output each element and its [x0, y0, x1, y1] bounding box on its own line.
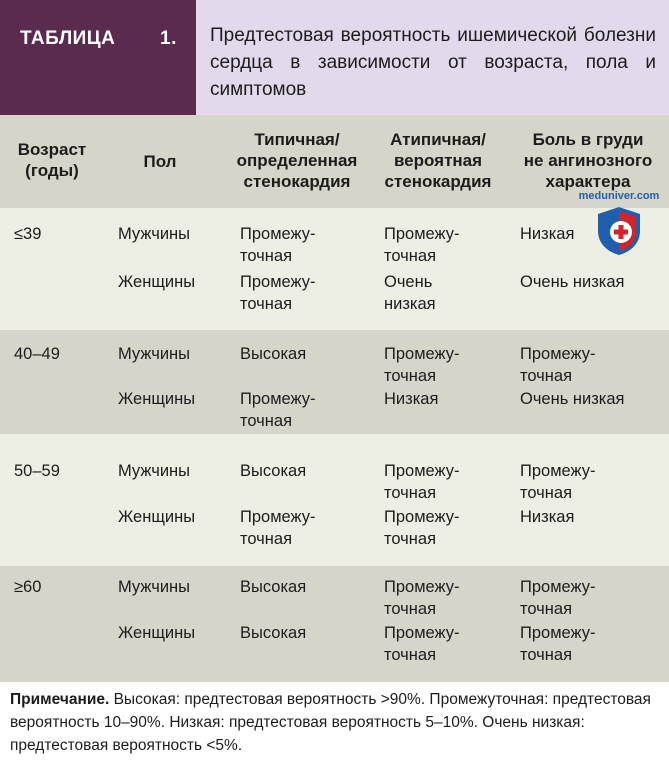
typical-cell-line: Промежу- [240, 225, 316, 243]
logo-text: meduniver.com [578, 190, 660, 202]
atypical-cell-line: Промежу- [384, 462, 460, 480]
atypical-cell-line: Промежу- [384, 225, 460, 243]
col-header-age [6, 139, 98, 181]
atypical-cell [384, 506, 460, 550]
col-header-typical-line: определенная [236, 151, 358, 170]
table-title: Предтестовая вероятность ишемической болезни сердца в зависимости от возраста, пола и симптомов [210, 25, 656, 100]
typical-cell-line: Промежу- [240, 390, 316, 408]
atypical-cell-line: точная [384, 530, 437, 548]
column-header-band [0, 115, 669, 208]
atypical-cell [384, 223, 460, 267]
atypical-cell-line: Промежу- [384, 624, 460, 642]
age-cell: ≤39 [14, 225, 42, 243]
atypical-cell-line: точная [384, 247, 437, 265]
atypical-cell [384, 576, 460, 620]
nonanginal-cell [520, 223, 574, 245]
typical-cell [240, 343, 306, 365]
sex-cell: Мужчины [118, 462, 191, 480]
sex-cell: Мужчины [118, 578, 191, 596]
col-header-sex-line: Пол [143, 152, 177, 171]
col-header-sex [130, 151, 190, 172]
atypical-cell [384, 343, 460, 387]
col-header-atypical-line: вероятная [393, 151, 483, 170]
typical-cell-line: Высокая [240, 578, 307, 596]
typical-cell-line: Высокая [240, 624, 307, 642]
nonanginal-cell-line: Очень низкая [520, 390, 625, 408]
nonanginal-cell-line: Очень низкая [520, 273, 625, 291]
nonanginal-cell-line: Промежу- [520, 345, 596, 363]
typical-cell [240, 576, 306, 598]
table-label: ТАБЛИЦА [20, 28, 116, 49]
atypical-cell-line: Низкая [384, 390, 439, 408]
typical-cell [240, 223, 316, 267]
nonanginal-cell [520, 388, 625, 410]
col-header-typical [226, 129, 368, 192]
age-cell: 50–59 [14, 462, 60, 480]
sex-cell: Женщины [118, 508, 196, 526]
table-header [0, 0, 669, 115]
nonanginal-cell-line: Низкая [520, 508, 575, 526]
age-group-3 [0, 434, 669, 566]
nonanginal-cell [520, 622, 596, 666]
col-header-age-line: (годы) [25, 161, 79, 180]
age-group-2 [0, 330, 669, 434]
table-footnote [10, 688, 660, 757]
typical-cell [240, 388, 316, 432]
typical-cell [240, 506, 316, 550]
nonanginal-cell-line: Промежу- [520, 462, 596, 480]
sex-cell: Мужчины [118, 345, 191, 363]
nonanginal-cell-line: точная [520, 367, 573, 385]
atypical-cell-line: Очень [384, 273, 433, 291]
nonanginal-cell-line: точная [520, 600, 573, 618]
col-header-nonanginal-line: Боль в груди [532, 130, 644, 149]
atypical-cell-line: Промежу- [384, 345, 460, 363]
typical-cell-line: точная [240, 412, 293, 430]
atypical-cell [384, 622, 460, 666]
atypical-cell-line: точная [384, 646, 437, 664]
col-header-atypical-line: стенокардия [384, 172, 492, 191]
col-header-atypical-line: Атипичная/ [390, 130, 486, 149]
typical-cell-line: Промежу- [240, 508, 316, 526]
atypical-cell-line: Промежу- [384, 578, 460, 596]
sex-cell: Мужчины [118, 225, 191, 243]
atypical-cell [384, 460, 460, 504]
col-header-typical-line: Типичная/ [254, 130, 340, 149]
nonanginal-cell [520, 576, 596, 620]
typical-cell [240, 460, 306, 482]
nonanginal-cell-line: точная [520, 484, 573, 502]
age-cell: 40–49 [14, 345, 60, 363]
atypical-cell [384, 271, 436, 315]
atypical-cell-line: точная [384, 484, 437, 502]
age-cell: ≥60 [14, 578, 42, 596]
atypical-cell-line: точная [384, 600, 437, 618]
sex-cell: Женщины [118, 273, 196, 291]
atypical-cell-line: Промежу- [384, 508, 460, 526]
typical-cell-line: точная [240, 295, 293, 313]
nonanginal-cell-line: Низкая [520, 225, 575, 243]
col-header-nonanginal [510, 129, 666, 192]
typical-cell-line: точная [240, 247, 293, 265]
nonanginal-cell [520, 271, 625, 293]
footnote-label: Примечание. [10, 691, 110, 708]
nonanginal-cell-line: Промежу- [520, 578, 596, 596]
col-header-typical-line: стенокардия [243, 172, 351, 191]
col-header-nonanginal-line: характера [545, 172, 631, 191]
site-logo [576, 190, 662, 260]
table-number: 1. [160, 28, 177, 49]
col-header-nonanginal-line: не ангинозного [523, 151, 653, 170]
atypical-cell [384, 388, 438, 410]
nonanginal-cell [520, 506, 574, 528]
atypical-cell-line: низкая [384, 295, 436, 313]
nonanginal-cell [520, 343, 596, 387]
age-group-4 [0, 566, 669, 682]
sex-cell: Женщины [118, 390, 196, 408]
nonanginal-cell [520, 460, 596, 504]
sex-cell: Женщины [118, 624, 196, 642]
col-header-atypical [372, 129, 504, 192]
typical-cell-line: Промежу- [240, 273, 316, 291]
col-header-age-line: Возраст [17, 140, 87, 159]
typical-cell-line: Высокая [240, 345, 307, 363]
atypical-cell-line: точная [384, 367, 437, 385]
nonanginal-cell-line: точная [520, 646, 573, 664]
typical-cell-line: точная [240, 530, 293, 548]
typical-cell-line: Высокая [240, 462, 307, 480]
nonanginal-cell-line: Промежу- [520, 624, 596, 642]
typical-cell [240, 622, 306, 644]
table-label-block [0, 0, 196, 115]
medical-cross-shield-icon [594, 205, 644, 257]
typical-cell [240, 271, 316, 315]
age-group-1 [0, 208, 669, 330]
footnote-text: Высокая: предтестовая вероятность >90%. Промежуточная: предтестовая вероятность 10–90%. Низкая: предтестовая вероятность 5–10%. Очень низкая: предтестовая вероятность <5%. [10, 691, 651, 754]
